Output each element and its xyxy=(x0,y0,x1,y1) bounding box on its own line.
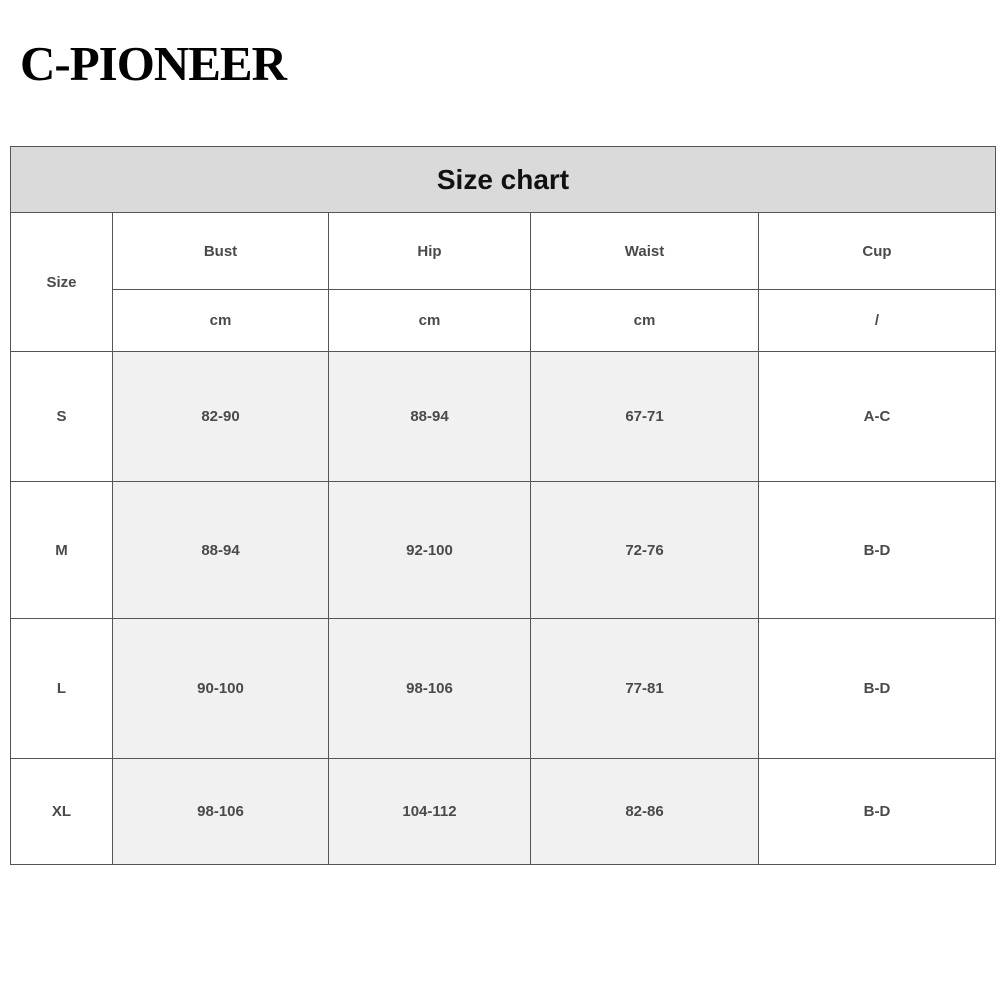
unit-bust: cm xyxy=(113,290,329,352)
table-row xyxy=(11,619,996,759)
header-row xyxy=(11,213,996,290)
unit-hip: cm xyxy=(329,290,531,352)
title-row xyxy=(11,147,996,213)
unit-cup: / xyxy=(759,290,996,352)
size-chart-title: Size chart xyxy=(11,147,996,213)
size-label: XL xyxy=(11,759,113,865)
size-label: S xyxy=(11,352,113,482)
unit-waist: cm xyxy=(531,290,759,352)
hip-value: 104-112 xyxy=(329,759,531,865)
bust-value: 90-100 xyxy=(113,619,329,759)
size-label: M xyxy=(11,482,113,619)
cup-value: B-D xyxy=(759,482,996,619)
bust-value: 88-94 xyxy=(113,482,329,619)
size-column-header: Size xyxy=(11,213,113,352)
hip-value: 98-106 xyxy=(329,619,531,759)
bust-value: 82-90 xyxy=(113,352,329,482)
cup-value: B-D xyxy=(759,759,996,865)
brand-logo: C-PIONEER xyxy=(20,36,286,91)
column-header-hip: Hip xyxy=(329,213,531,290)
column-header-bust: Bust xyxy=(113,213,329,290)
waist-value: 72-76 xyxy=(531,482,759,619)
cup-value: B-D xyxy=(759,619,996,759)
size-chart-table xyxy=(10,146,996,865)
unit-row xyxy=(11,290,996,352)
hip-value: 92-100 xyxy=(329,482,531,619)
waist-value: 67-71 xyxy=(531,352,759,482)
cup-value: A-C xyxy=(759,352,996,482)
waist-value: 77-81 xyxy=(531,619,759,759)
table-row xyxy=(11,759,996,865)
table-row xyxy=(11,352,996,482)
column-header-waist: Waist xyxy=(531,213,759,290)
hip-value: 88-94 xyxy=(329,352,531,482)
waist-value: 82-86 xyxy=(531,759,759,865)
bust-value: 98-106 xyxy=(113,759,329,865)
size-label: L xyxy=(11,619,113,759)
table-row xyxy=(11,482,996,619)
column-header-cup: Cup xyxy=(759,213,996,290)
